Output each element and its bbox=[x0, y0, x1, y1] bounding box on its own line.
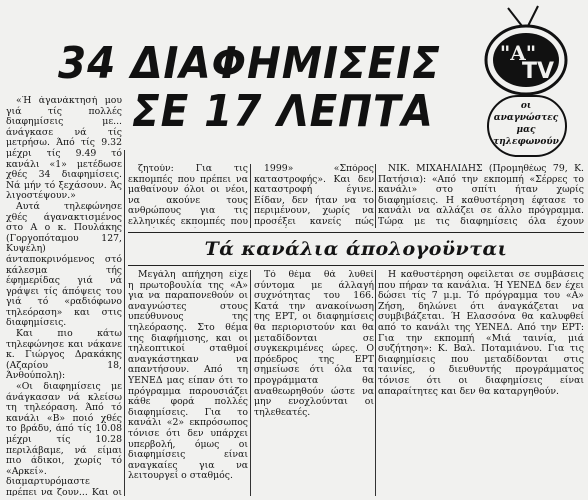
logo-letter: "Α" bbox=[499, 41, 537, 65]
paragraph: Και πιο κάτω τηλεφώνησε και νάκανε κ. Γιώργος Δρακάκης (Αζαρίου 18, Άνθούπολη): bbox=[6, 328, 122, 382]
logo-line-4: τηλεφωνούν bbox=[493, 137, 559, 147]
paragraph: Η καθυστέρηση οφείλεται σε συμβάσεις που πήραν τα κανάλια. Ή ΥΕΝΕΔ δεν έχει δώσει τίς 7 μ.μ. Τό πρόγραμμα του «Α» Ζήση, δηλώνει ότι άναγκάζεται να συμβιβάζεται. Ή Ελασσόνα θα καλυφθεί από το κανάλι της ΥΕΝΕΔ. Από την ΕΡΤ: Για την εκπομπή «Μιά ταινία, μιά συζήτηση»: Κ. Βαλ. Ποταμιάνου. Για τις διαφημίσεις που μεταδίδονται στις ταινίες, ο διευθυντής προγράμματος τόνισε ότι οι διαφημίσεις είναι απαραίτητες και δεν θα καταργηθούν. bbox=[378, 270, 584, 397]
logo-line-2: αναγνώστες bbox=[493, 113, 559, 123]
tv-logo-graphic bbox=[466, 2, 588, 158]
article-column-4 bbox=[378, 164, 584, 228]
column-rule bbox=[375, 270, 376, 496]
section-subheading bbox=[128, 232, 584, 266]
tv-column-logo bbox=[466, 2, 588, 158]
column-rule bbox=[250, 164, 251, 228]
logo-line-3: μας bbox=[516, 125, 536, 135]
headline-line-2: ΣΕ 17 ΛΕΠΤΑ bbox=[132, 86, 434, 137]
article-column-3 bbox=[254, 164, 374, 228]
logo-tv: TV bbox=[521, 59, 555, 84]
paragraph: 1999» «Σπόρος καταστροφής». Και δεν καταστροφή έγινε. Είδαν, δεν ήταν να το περιμένουν, χωρίς να προσέξει κανείς πώς bbox=[254, 164, 374, 227]
article-column-2-lower bbox=[128, 270, 248, 496]
column-rule bbox=[375, 164, 376, 228]
paragraph: Τό θέμα θά λυθεί σύντομα με άλλαγή συχνότητας του 166. Κατά την ανακοίνωση της ΕΡΤ, οι διαφημίσεις θα περιοριστούν και θα μεταδίδονται σε συγκεκριμένες ώρες. Ο πρόεδρος της ΕΡΤ σημείωσε ότι όλα τα προγράμματα θα αναθεωρηθούν ώστε να μην ενοχλούνται οι τηλεθεατές. bbox=[254, 270, 374, 418]
column-rule bbox=[250, 270, 251, 496]
paragraph: «Ή άγανάκτησή μου γιά τίς πολλές διαφημίσεις με... άνάγκασε νά τίς μετρήσω. Άπό τίς 9.32 μέχρι τίς 9.49 τό κανάλι «1» μετέδωσε χθές 34 διαφημίσεις. Νά μήν τό ξεχάσουν. Άς λιγοστέψουν.» bbox=[6, 96, 122, 202]
paragraph: ζητούν: Για τις εκπομπές που πρέπει να μαθαίνουν όλοι οι νέοι, να ακούνε τους ανθρώπους για τις ελληνικές εκπομπές που bbox=[128, 164, 248, 227]
logo-line-1: οι bbox=[520, 101, 532, 111]
paragraph: Μεγάλη απήχηση είχε η πρωτοβουλία της «Α» για να παραπονεθούν οι αναγνώστες στους υπεύθυνους της τηλεόρασης. Στο θέμα της διαφήμισης, και οι τηλεοπτικοί σταθμοί αναγκάστηκαν να απαντήσουν. Από τη ΥΕΝΕΔ μας είπαν ότι το πρόγραμμα παρουσιάζει κάθε φορά πολλές διαφημίσεις. Για το κανάλι «2» εκπρόσωπος τόνισε ότι δεν υπάρχει υπερβολή, όμως οι διαφημίσεις είναι αναγκαίες για να λειτουργεί ο σταθμός. bbox=[128, 270, 248, 482]
article-column-4-lower bbox=[378, 270, 584, 496]
article-column-2 bbox=[128, 164, 248, 228]
subheading-text: Τά κανάλια άπολογοϋνται bbox=[204, 238, 508, 260]
paragraph: ΝΙΚ. ΜΙΧΑΗΛΙΔΗΣ (Προμηθέως 79, Κ. Πατήσια): «Από την εκπομπή «Σέρρες το κανάλι» στο σπίτι ήταν χωρίς διαφημίσεις. Η καθυστέρηση έφτασε το κανάλι να αλλάζει σε άλλο πρόγραμμα. Τώρα με τις διαφημίσεις όλα έχουν bbox=[378, 164, 584, 227]
article-column-3-lower bbox=[254, 270, 374, 496]
paragraph: Αυτά τηλεφώνησε χθές άγανακτισμένος στο Α ο κ. Πουλάκης (Γοργοπόταμου 127, Κυψέλη) άνταποκρινόμενος στό κάλεσμα τής έφημερίδας γιά νά γράψει τίς άπόψεις του γιά τό «ραδιόφωνο τηλεόραση» και στις διαφημίσεις. bbox=[6, 200, 122, 329]
paragraph: «Οι διαφημίσεις με άνάγκασαν νά κλείσω τη τηλεόραση. Άπό τό κανάλι «Β» ποιό χθές το βράδυ, άπό τίς 10.08 μέχρι τίς 10.28 περιλάβαμε, νά είμαι πιο άδικοι, χωρίς τό «Αρκεί». διαμαρτυρόμαστε πρέπει να ζουν... Και οι bbox=[6, 381, 122, 496]
headline-line-1: 34 ΔΙΑΦΗΜΙΣΕΙΣ bbox=[58, 38, 441, 89]
column-rule bbox=[124, 150, 125, 496]
article-column-1 bbox=[6, 96, 122, 496]
